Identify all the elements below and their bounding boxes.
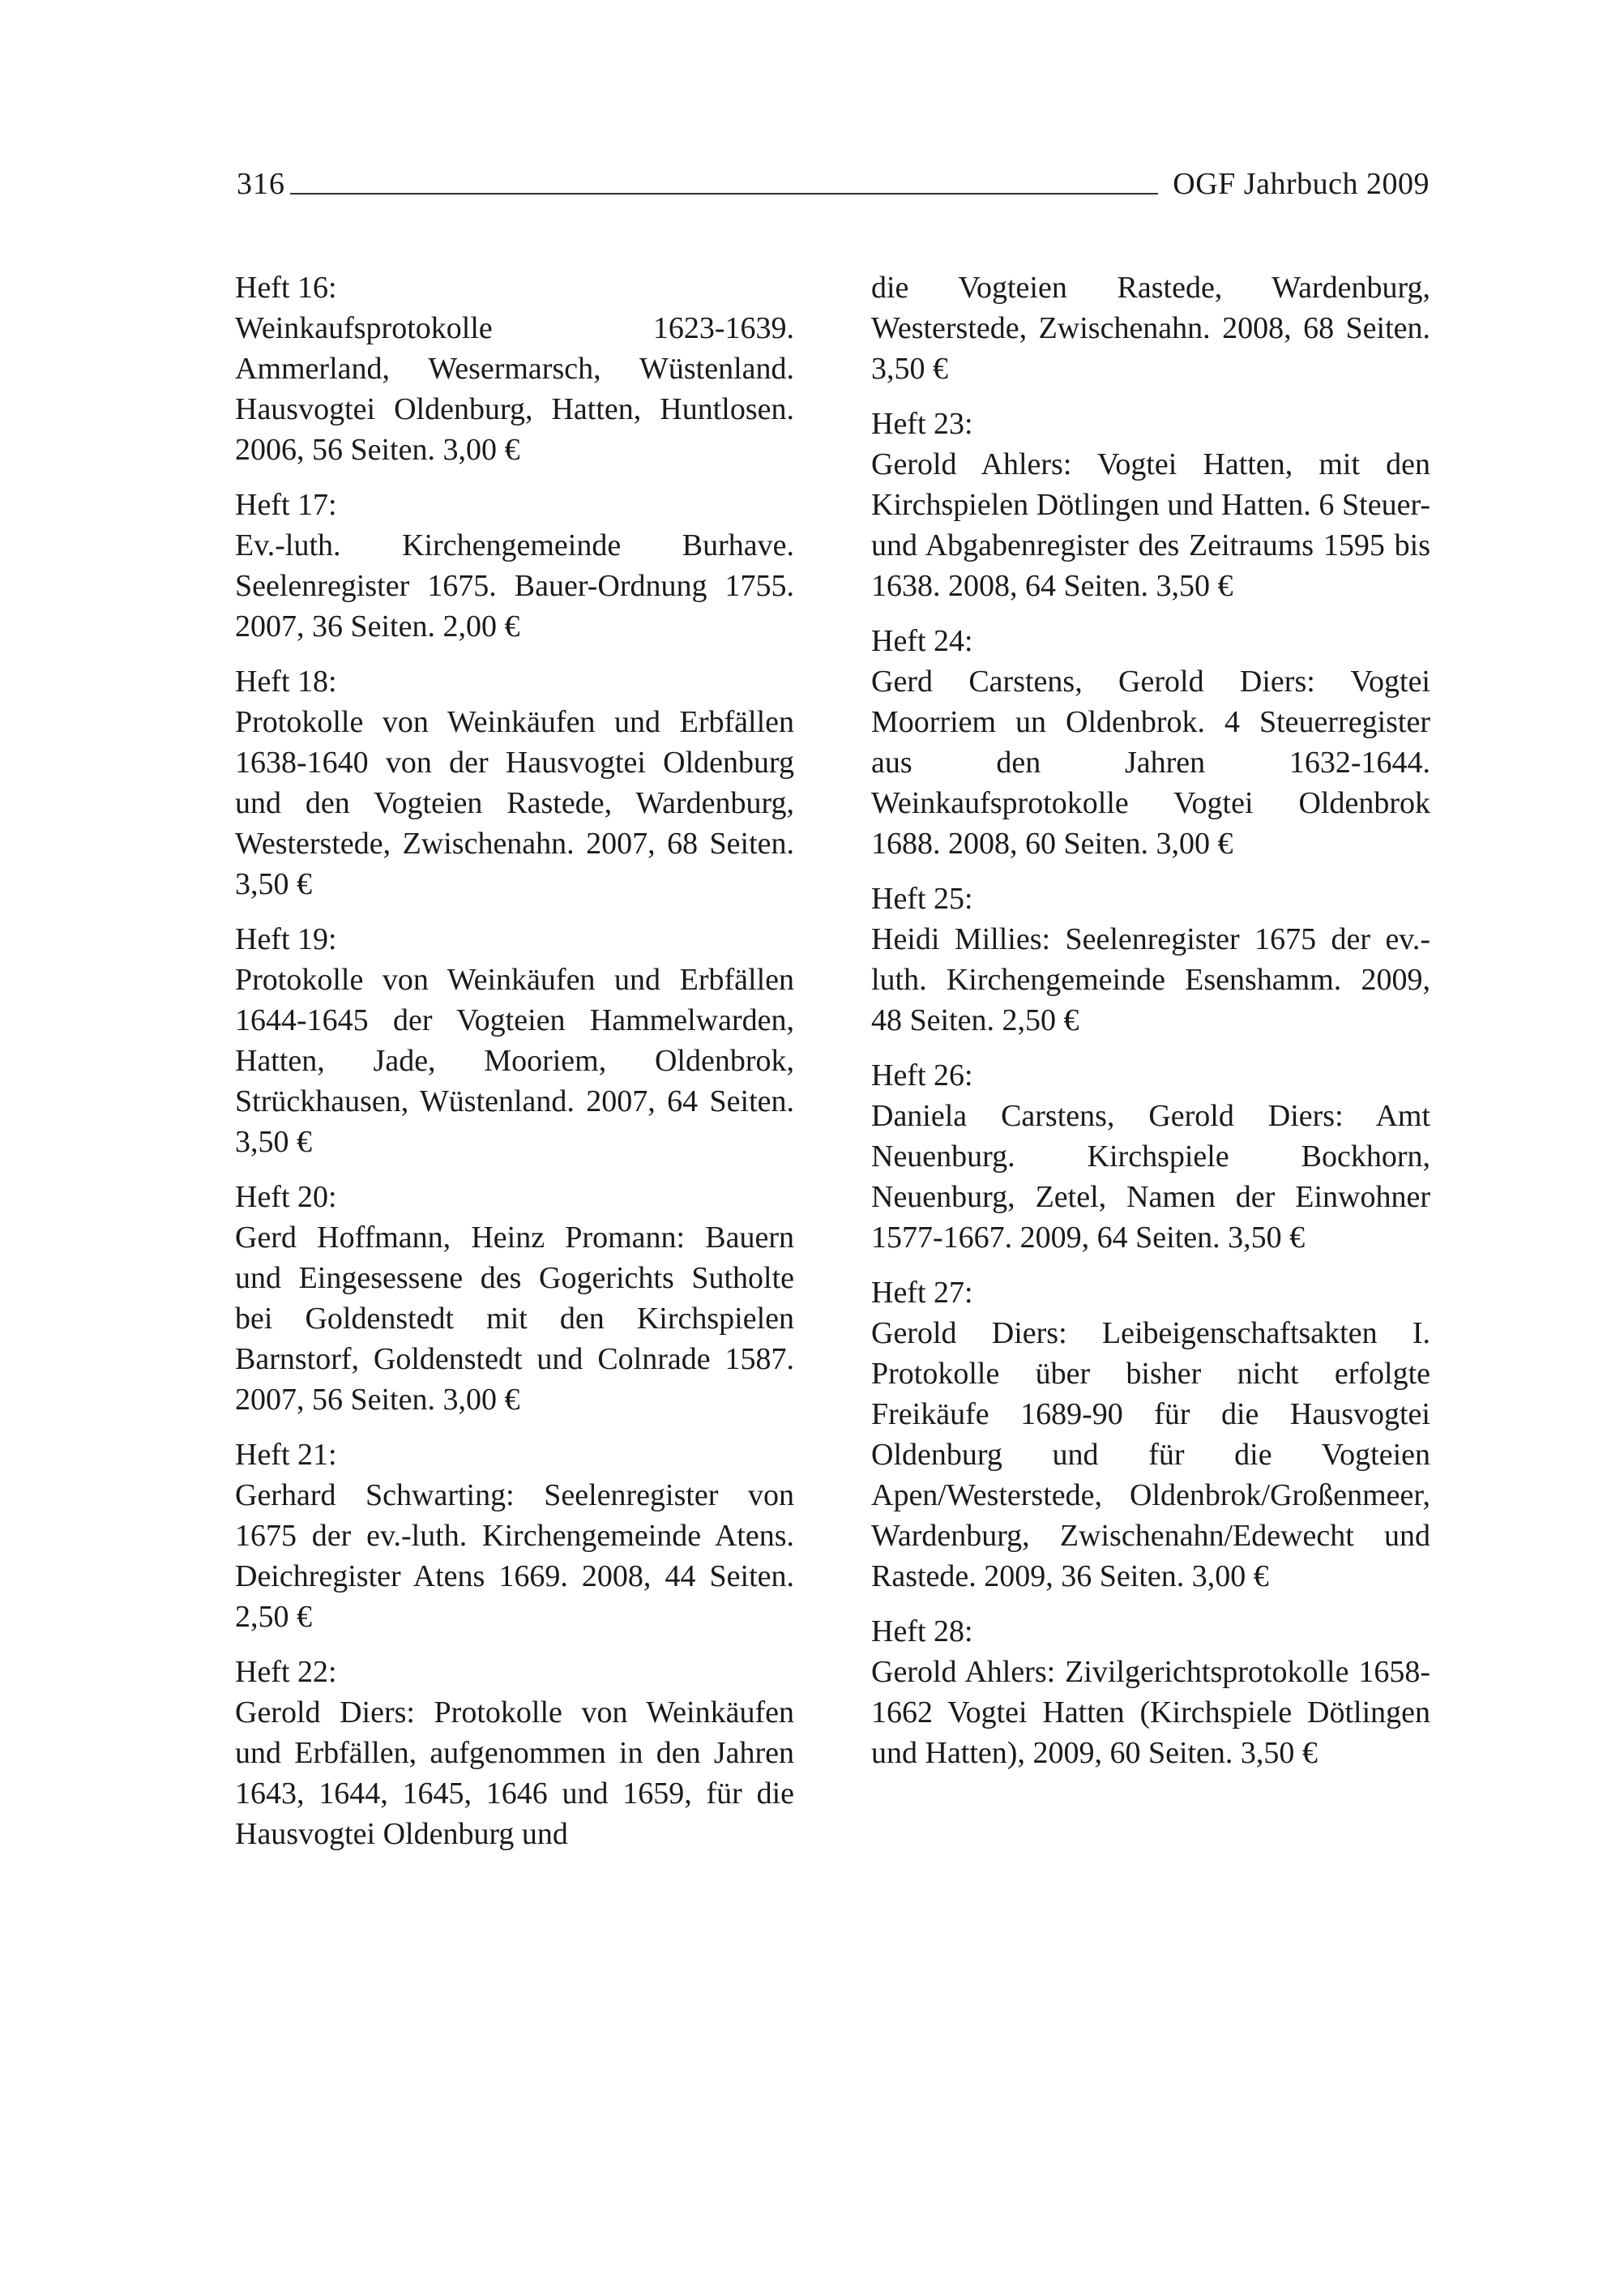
right-column (871, 267, 1430, 1788)
entry-heading: Heft 19: (235, 922, 337, 956)
entry-text: Gerold Diers: Protokolle von Weinkäufen und Erbfällen, aufgenommen in den Jahren 1643, 1644, 1645, 1646 und 1659, für die Hausvogtei Oldenburg und (235, 1695, 794, 1851)
entry-heading: Heft 20: (235, 1180, 337, 1214)
entry-text: Daniela Carstens, Gerold Diers: Amt Neuenburg. Kirchspiele Bockhorn, Neuenburg, Zetel, Namen der Einwohner 1577-1667. 2009, 64 Seiten. 3,50 € (871, 1099, 1430, 1255)
header-rule (290, 193, 1158, 195)
entry-heading: Heft 18: (235, 665, 337, 699)
entry-heading: Heft 17: (235, 488, 337, 522)
list-item (871, 621, 1430, 864)
entry-text: Gerhard Schwarting: Seelenregister von 1675 der ev.-luth. Kirchengemeinde Atens. Deichregister Atens 1669. 2008, 44 Seiten. 2,50 € (235, 1478, 794, 1634)
entry-text: Ev.-luth. Kirchengemeinde Burhave. Seelenregister 1675. Bauer-Ordnung 1755. 2007, 36 Seiten. 2,00 € (235, 528, 794, 643)
entry-text: Gerold Ahlers: Vogtei Hatten, mit den Kirchspielen Dötlingen und Hatten. 6 Steuer- und Abgabenregister des Zeitraums 1595 bis 1638. 2008, 64 Seiten. 3,50 € (871, 447, 1430, 603)
list-item (871, 1611, 1430, 1773)
entry-text: Gerold Ahlers: Zivilgerichtsprotokolle 1658-1662 Vogtei Hatten (Kirchspiele Dötlingen und Hatten), 2009, 60 Seiten. 3,50 € (871, 1655, 1430, 1770)
left-column (235, 267, 794, 1869)
entry-heading: Heft 26: (871, 1058, 973, 1092)
entry-heading: Heft 16: (235, 271, 337, 305)
page-number: 316 (237, 167, 285, 201)
entry-text: Heidi Millies: Seelenregister 1675 der ev.-luth. Kirchengemeinde Esenshamm. 2009, 48 Seiten. 2,50 € (871, 922, 1430, 1037)
entry-heading: Heft 24: (871, 624, 973, 658)
continuation-text: die Vogteien Rastede, Wardenburg, Westerstede, Zwischenahn. 2008, 68 Seiten. 3,50 € (871, 271, 1430, 386)
list-item (235, 1177, 794, 1420)
entry-text: Gerold Diers: Leibeigenschaftsakten I. Protokolle über bisher nicht erfolgte Freikäufe 1689-90 für die Hausvogtei Oldenburg und für die Vogteien Apen/Westerstede, Oldenbrok/Großenmeer, Wardenburg, Zwischenahn/Edewecht und Rastede. 2009, 36 Seiten. 3,00 € (871, 1316, 1430, 1593)
list-item (871, 1272, 1430, 1597)
entry-text: Protokolle von Weinkäufen und Erbfällen 1644-1645 der Vogteien Hammelwarden, Hatten, Jade, Mooriem, Oldenbrok, Strückhausen, Wüstenland. 2007, 64 Seiten. 3,50 € (235, 963, 794, 1159)
list-item (235, 919, 794, 1162)
journal-title: OGF Jahrbuch 2009 (1173, 167, 1430, 201)
page-header (237, 151, 1430, 199)
list-item (871, 404, 1430, 606)
list-item (235, 485, 794, 647)
list-item (235, 267, 794, 470)
entry-text: Gerd Carstens, Gerold Diers: Vogtei Moorriem un Oldenbrok. 4 Steuerregister aus den Jahren 1632-1644. Weinkaufsprotokolle Vogtei Oldenbrok 1688. 2008, 60 Seiten. 3,00 € (871, 665, 1430, 861)
entry-heading: Heft 27: (871, 1276, 973, 1310)
entry-text: Gerd Hoffmann, Heinz Promann: Bauern und Eingesessene des Gogerichts Sutholte bei Goldenstedt mit den Kirchspielen Barnstorf, Goldenstedt und Colnrade 1587. 2007, 56 Seiten. 3,00 € (235, 1221, 794, 1417)
entry-heading: Heft 22: (235, 1655, 337, 1689)
entry-heading: Heft 23: (871, 407, 973, 441)
list-item (235, 1434, 794, 1637)
entry-text: Weinkaufsprotokolle 1623-1639. Ammerland, Wesermarsch, Wüstenland. Hausvogtei Oldenburg, Hatten, Huntlosen. 2006, 56 Seiten. 3,00 € (235, 311, 794, 467)
list-item (871, 1055, 1430, 1258)
list-item (235, 661, 794, 904)
list-item (871, 879, 1430, 1041)
entry-heading: Heft 28: (871, 1614, 973, 1648)
entry-text: Protokolle von Weinkäufen und Erbfällen 1638-1640 von der Hausvogtei Oldenburg und den Vogteien Rastede, Wardenburg, Westerstede, Zwischenahn. 2007, 68 Seiten. 3,50 € (235, 705, 794, 901)
list-item (235, 1652, 794, 1854)
entry-heading: Heft 21: (235, 1438, 337, 1472)
entry-heading: Heft 25: (871, 882, 973, 916)
